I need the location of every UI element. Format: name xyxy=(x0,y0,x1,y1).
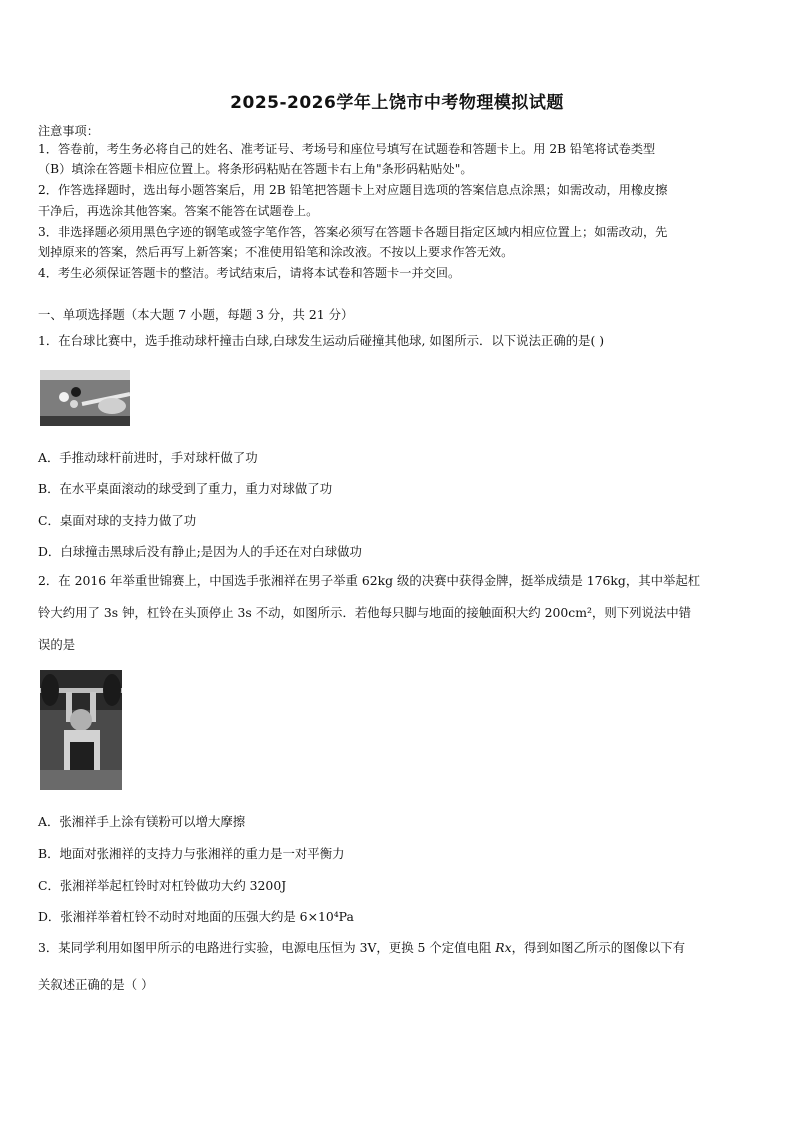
option-b: B．在水平桌面滚动的球受到了重力，重力对球做了功 xyxy=(38,481,333,496)
question-3-stem-text: 3．某同学利用如图甲所示的电路进行实验，电源电压恒为 3V，更换 5 个定值电阻 xyxy=(38,940,496,955)
question-2-stem: 2．在 2016 年举重世锦赛上，中国选手张湘祥在男子举重 62kg 级的决赛中获得金牌，挺举成绩是 176kg，其中举起杠 xyxy=(38,573,701,588)
section-heading: 一、单项选择题（本大题 7 小题，每题 3 分，共 21 分） xyxy=(38,307,354,322)
billiards-photo xyxy=(40,370,130,426)
notice-line: 1．答卷前，考生务必将自己的姓名、准考证号、考场号和座位号填写在试题卷和答题卡上。用 2B 铅笔将试卷类型 xyxy=(38,142,656,156)
notice-line: 3．非选择题必须用黑色字迹的钢笔或签字笔作答，答案必须写在答题卡各题目指定区域内相应位置上；如需改动，先 xyxy=(38,225,668,239)
notice-line: （B）填涂在答题卡相应位置上。将条形码粘贴在答题卡右上角"条形码粘贴处"。 xyxy=(38,162,473,176)
notice-line: 4．考生必须保证答题卡的整洁。考试结束后，请将本试卷和答题卡一并交回。 xyxy=(38,266,461,280)
option-a: A．手推动球杆前进时，手对球杆做了功 xyxy=(38,450,258,465)
question-3-stem-text: ，得到如图乙所示的图像以下有 xyxy=(511,940,686,955)
question-3-stem xyxy=(38,940,760,956)
question-2-stem: 误的是 xyxy=(38,637,76,652)
resistor-symbol: Rx xyxy=(495,940,512,955)
notice-heading: 注意事项： xyxy=(38,124,99,138)
question-1-stem: 1．在台球比赛中，选手推动球杆撞击白球,白球发生运动后碰撞其他球, 如图所示．以下说法正确的是( ) xyxy=(38,333,605,348)
notice-line: 干净后，再选涂其他答案。答案不能答在试题卷上。 xyxy=(38,204,319,218)
option-d: D．白球撞击黑球后没有静止;是因为人的手还在对白球做功 xyxy=(38,544,362,559)
option-b: B．地面对张湘祥的支持力与张湘祥的重力是一对平衡力 xyxy=(38,846,345,861)
weightlifter-photo xyxy=(40,670,122,790)
question-2-stem: 铃大约用了 3s 钟，杠铃在头顶停止 3s 不动，如图所示．若他每只脚与地面的接触面积大约 200cm²，则下列说法中错 xyxy=(38,605,692,620)
question-3-stem: 关叙述正确的是（ ） xyxy=(38,977,154,992)
notice-line: 划掉原来的答案，然后再写上新答案；不准使用铅笔和涂改液。不按以上要求作答无效。 xyxy=(38,245,514,259)
option-c: C．桌面对球的支持力做了功 xyxy=(38,513,197,528)
option-c: C．张湘祥举起杠铃时对杠铃做功大约 3200J xyxy=(38,878,287,893)
notice-line: 2．作答选择题时，选出每小题答案后，用 2B 铅笔把答题卡上对应题目选项的答案信息点涂黑；如需改动，用橡皮擦 xyxy=(38,183,668,197)
option-a: A．张湘祥手上涂有镁粉可以增大摩擦 xyxy=(38,814,246,829)
option-d: D．张湘祥举着杠铃不动时对地面的压强大约是 6×10⁴Pa xyxy=(38,909,354,924)
page-title: 2025-2026学年上饶市中考物理模拟试题 xyxy=(230,93,564,113)
